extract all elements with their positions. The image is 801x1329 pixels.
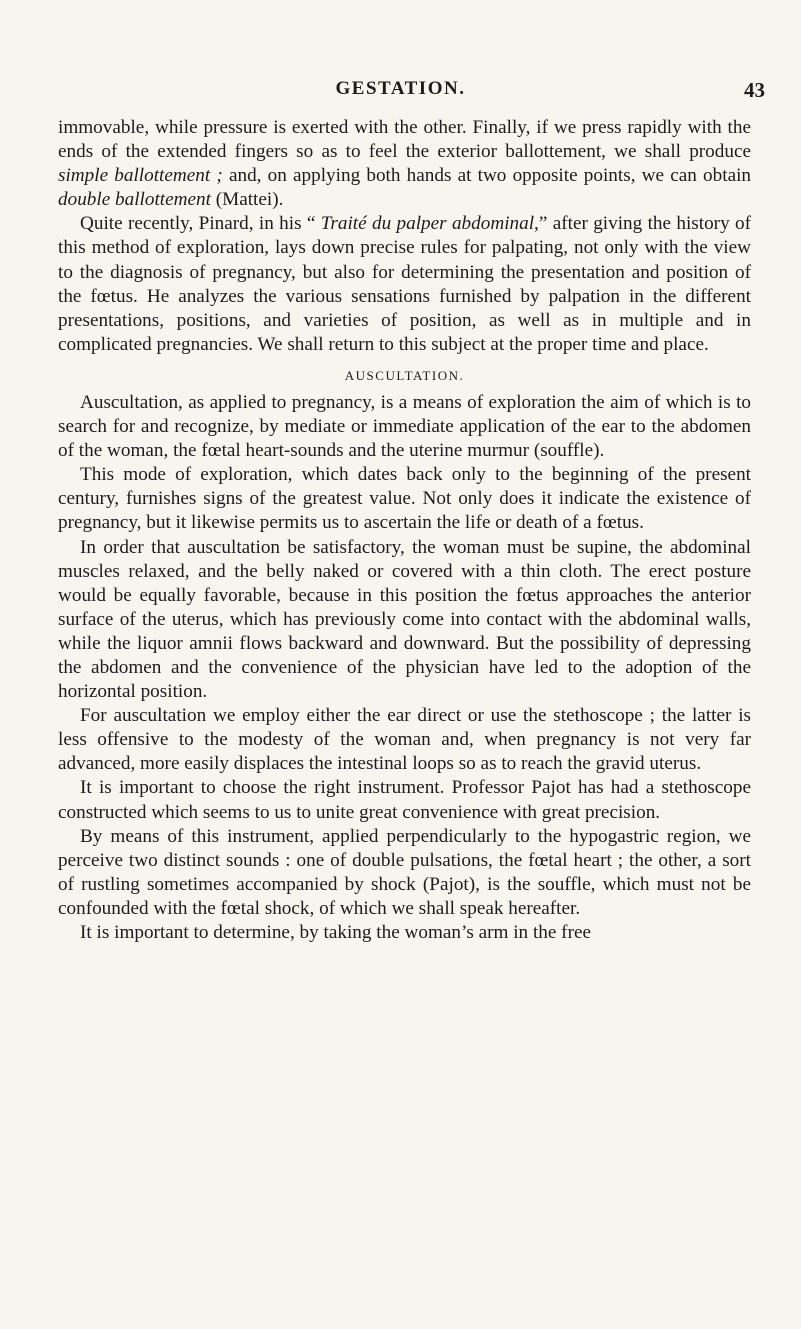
italic-title: Traité du palper abdominal, xyxy=(320,213,539,235)
paragraph-position: In order that auscultation be satisfactory, the woman must be supine, the abdominal muscles relaxed, and the belly naked or covered with a thin cloth. The erect posture would be equally favorable, because in this position the fœtus approaches the anterior surface of the uterus, which has previously come into contact with the abdominal walls, while the liquor amnii flows backward and downward. But the possibility of depressing the abdomen and the convenience of the physician have led to the adoption of the horizontal position. xyxy=(58,536,751,703)
text-run: ” after giving the history of this method of exploration, lays down precise rules for palpating, not only with the view to the diagnosis of pregnancy, but also for determining the presentation and position of the fœtus. He analyzes the various sensations furnished by palpation in the different presentations, positions, and varieties of position, as well as in multiple and in complicated pregnancies. We shall return to this subject at the proper time and place. xyxy=(58,213,751,355)
paragraph-stethoscope: For auscultation we employ either the ear direct or use the stethoscope ; the latter is less offensive to the modesty of the woman and, when pregnancy is not very far advanced, more easily displaces the intestinal loops so as to reach the gravid uterus. xyxy=(58,705,751,775)
italic-term: double ballottement xyxy=(58,189,211,211)
page-number: 43 xyxy=(744,78,765,102)
running-title: GESTATION. xyxy=(335,78,466,99)
text-run: Quite recently, Pinard, in his “ xyxy=(80,213,321,235)
paragraph-auscultation-definition: Auscultation, as applied to pregnancy, is a means of exploration the aim of which is to search for and recognize, by mediate or immediate application of the ear to the abdomen of the woman, the fœtal heart-sounds and the uterine murmur (souffle). xyxy=(58,391,751,462)
text-run: immovable, while pressure is exerted with the other. Finally, if we press rapidly with the ends of the extended fingers so as to feel the exterior ballottement, we shall produce xyxy=(58,117,751,163)
paragraph-pinard xyxy=(58,212,751,357)
text-run: and, on applying both hands at two opposite points, we can obtain xyxy=(222,165,752,187)
running-head xyxy=(0,78,801,102)
body-text xyxy=(58,116,751,945)
paragraph-ballottement xyxy=(58,116,751,212)
paragraph-exploration-value: This mode of exploration, which dates back only to the beginning of the present century, furnishes signs of the greatest value. Not only does it indicate the existence of pregnancy, but it likewise permits us to ascertain the life or death of a fœtus. xyxy=(58,464,751,534)
text-run: (Mattei). xyxy=(210,189,284,211)
paragraph-pulse: It is important to determine, by taking the woman’s arm in the free xyxy=(80,922,591,943)
italic-term: simple ballottement ; xyxy=(58,165,223,187)
paragraph-sounds: By means of this instrument, applied perpendicularly to the hypogastric region, we perceive two distinct sounds : one of double pulsations, the fœtal heart ; the other, a sort of rustling sometimes accompanied by shock (Pajot), is the souffle, which must not be confounded with the fœtal shock, of which we shall speak hereafter. xyxy=(58,825,751,919)
paragraph-instrument: It is important to choose the right instrument. Professor Pajot has had a stethoscope constructed which seems to us to unite great convenience with great precision. xyxy=(58,777,751,823)
section-heading: AUSCULTATION. xyxy=(344,367,465,383)
